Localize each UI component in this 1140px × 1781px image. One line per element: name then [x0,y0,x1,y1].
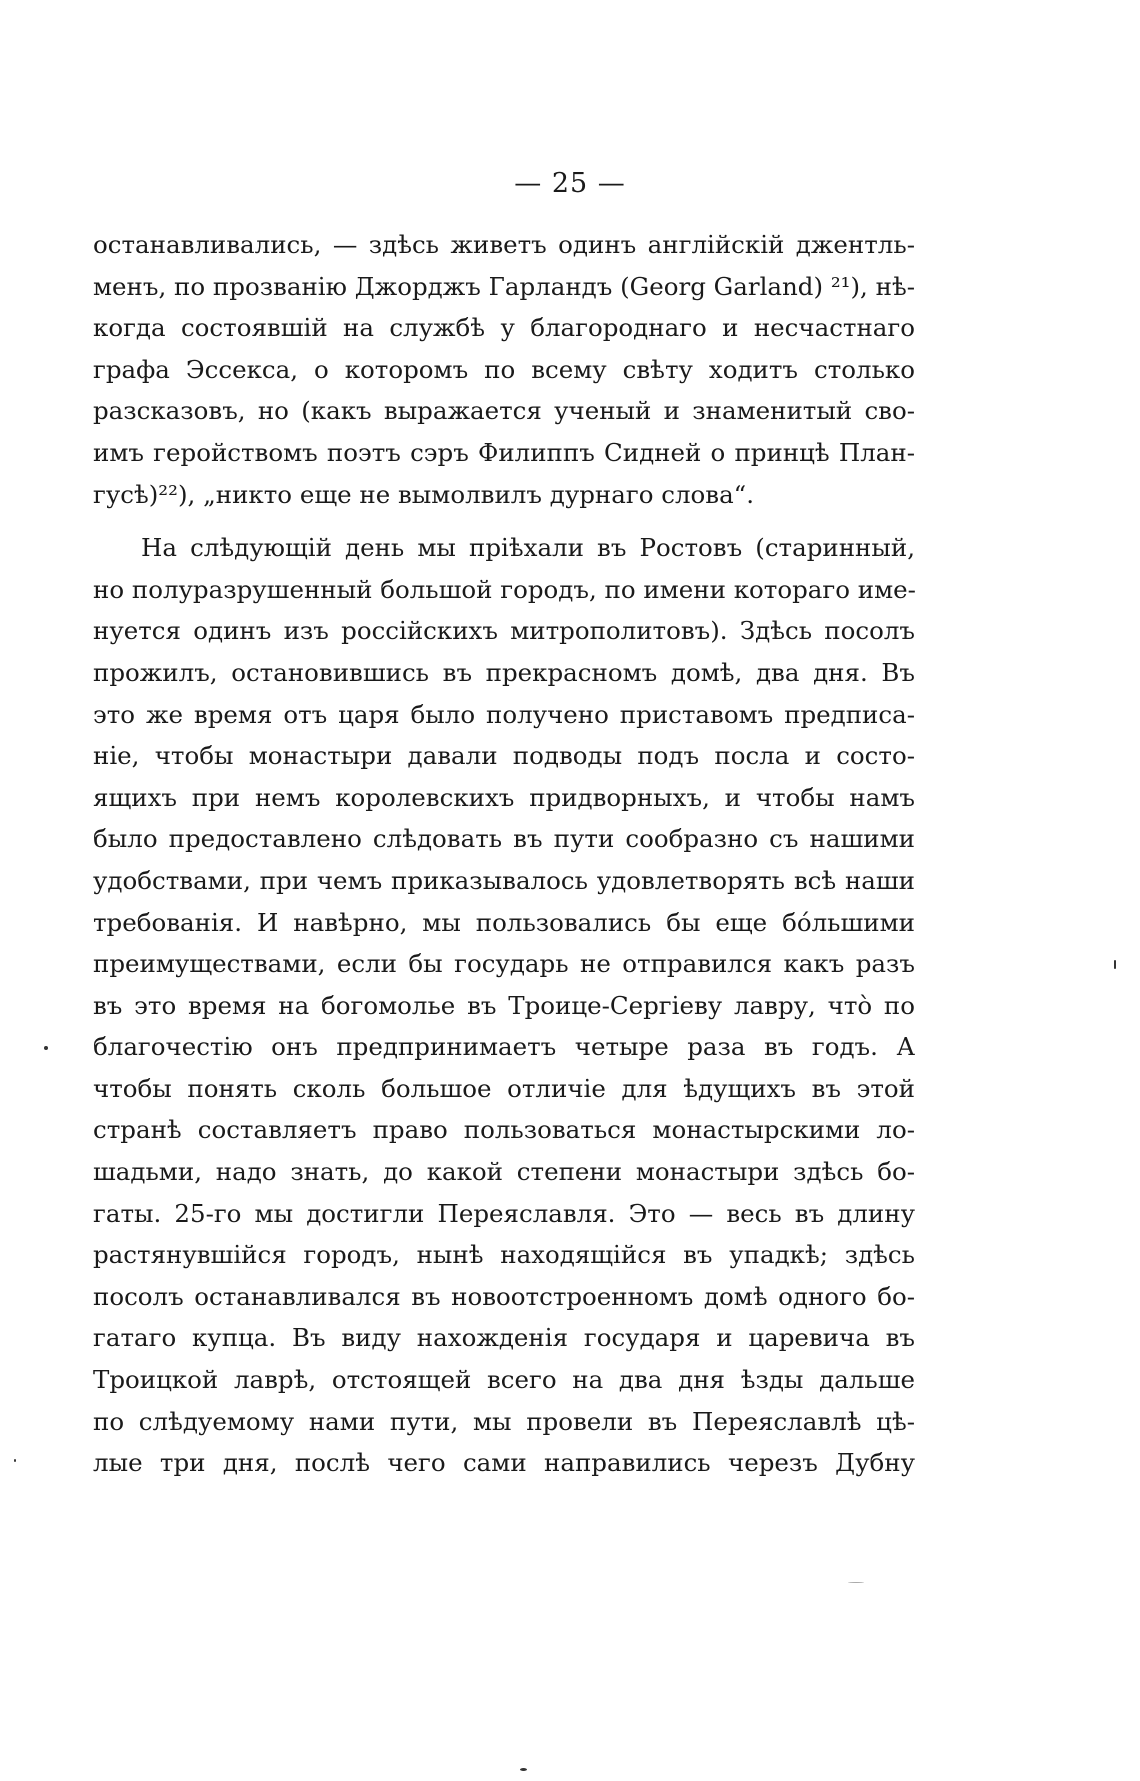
text-line: это же время отъ царя было получено приставомъ предписа- [93,699,915,729]
text-line: но полуразрушенный большой городъ, по имени котораго име- [93,574,916,604]
scan-speck [44,1046,48,1050]
scan-speck [1114,960,1116,969]
text-line: разсказовъ, но (какъ выражается ученый и знаменитый сво- [93,396,915,426]
scan-speck [14,1459,16,1462]
text-line: останавливались, — здѣсь живетъ одинъ англійскій джентль- [93,230,915,259]
text-line: странѣ составляетъ право пользоваться монастырскими ло- [93,1115,915,1145]
text-line: по слѣдуемому нами пути, мы провели въ Переяславлѣ цѣ- [93,1406,915,1436]
paragraph-gap [93,515,915,527]
text-line: прожилъ, остановившись въ прекрасномъ домѣ, два дня. Въ [93,657,915,687]
text-line: въ это время на богомолье въ Троице-Сергіеву лавру, что̀ по [93,990,915,1020]
text-line: гусѣ)²²), „никто еще не вымолвилъ дурнаго слова“. [93,479,754,509]
text-line: преимуществами, если бы государь не отправился какъ разъ [93,949,915,979]
text-line: нуется одинъ изъ россійскихъ митрополитовъ). Здѣсь посолъ [93,616,915,646]
text-line: благочестію онъ предпринимаетъ четыре раза въ годъ. А [93,1032,915,1062]
text-line: растянувшійся городъ, нынѣ находящійся въ упадкѣ; здѣсь [93,1240,915,1270]
text-line: На слѣдующій день мы пріѣхали въ Ростовъ (старинный, [141,533,915,563]
text-line: требованія. И навѣрно, мы пользовались бы еще бо́льшими [93,907,915,937]
text-line: графа Эссекса, о которомъ по всему свѣту ходитъ столько [93,354,915,384]
text-line: когда состоявшій на службѣ у благороднаго и несчастнаго [93,313,915,343]
scan-speck [848,1582,864,1583]
text-line: ящихъ при немъ королевскихъ придворныхъ, и чтобы намъ [93,782,915,812]
text-line: было предоставлено слѣдовать въ пути сообразно съ нашими [93,824,915,854]
page-number: — 25 — [514,168,626,199]
text-line: удобствами, при чемъ приказывалось удовлетворять всѣ наши [93,865,915,895]
text-line: гаты. 25-го мы достигли Переяславля. Это — весь въ длину [93,1198,915,1228]
text-line: менъ, по прозванію Джорджъ Гарландъ (Georg Garland) ²¹), нѣ- [93,271,915,301]
scan-speck [520,1768,527,1771]
text-line: посолъ останавливался въ новоотстроенномъ домѣ одного бо- [93,1281,915,1311]
text-line: шадьми, надо знать, до какой степени монастыри здѣсь бо- [93,1157,915,1187]
text-line: имъ геройствомъ поэтъ сэръ Филиппъ Сидней о принцѣ План- [93,437,915,467]
text-line: Троицкой лаврѣ, отстоящей всего на два дня ѣзды дальше [93,1365,915,1395]
text-line: ніе, чтобы монастыри давали подводы подъ посла и состо- [93,741,915,771]
text-line: чтобы понять сколь большое отличіе для ѣдущихъ въ этой [93,1073,915,1103]
text-line: лые три дня, послѣ чего сами направились черезъ Дубну [93,1448,915,1478]
body-text [93,224,915,1484]
text-line: гатаго купца. Въ виду нахожденія государя и царевича въ [93,1323,915,1353]
